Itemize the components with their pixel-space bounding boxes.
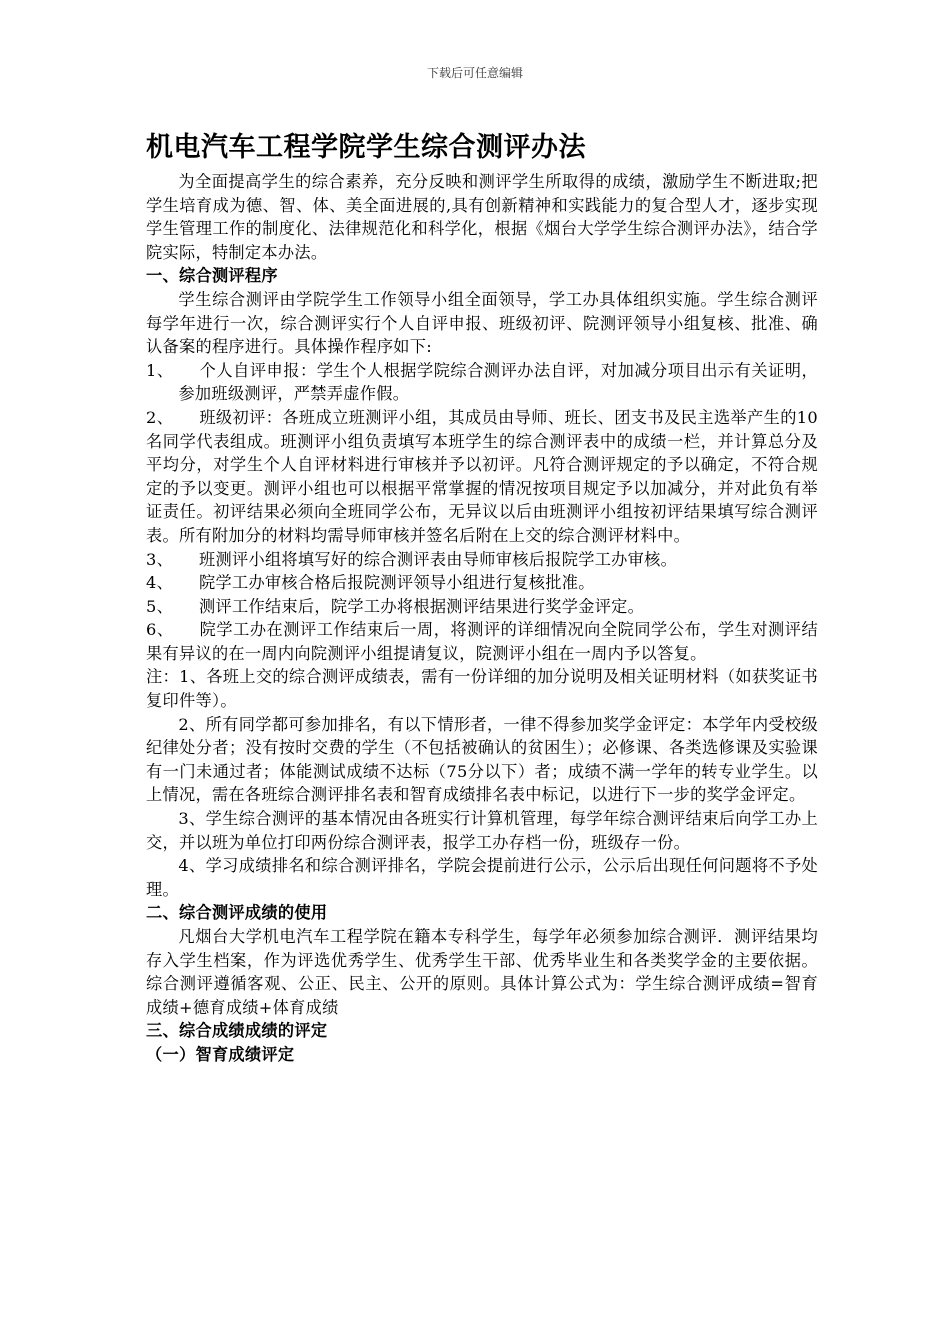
item-number: 5、 bbox=[146, 596, 174, 616]
procedure-item-1 bbox=[146, 359, 818, 406]
item-number: 3、 bbox=[146, 549, 174, 569]
document-body bbox=[146, 128, 818, 1067]
procedure-item-3 bbox=[146, 548, 818, 572]
item-number: 4、 bbox=[146, 573, 174, 593]
note-2: 2、所有同学都可参加排名，有以下情形者，一律不得参加奖学金评定：本学年内受校级纪律处分者；没有按时交费的学生（不包括被确认的贫困生）；必修课、各类选修课及实验课有一门未通过者；体能测试成绩不达标（75分以下）者；成绩不满一学年的转专业学生。以上情况，需在各班综合测评排名表和智育成绩排名表中标记，以进行下一步的奖学金评定。 bbox=[146, 714, 818, 805]
subsection-heading-1: （一）智育成绩评定 bbox=[146, 1044, 295, 1064]
header-note: 下载后可任意编辑 bbox=[426, 66, 523, 80]
section-heading-2: 二、综合测评成绩的使用 bbox=[146, 903, 328, 923]
item-text: 个人自评申报：学生个人根据学院综合测评办法自评，对加减分项目出示有关证明，参加班级测评，严禁弄虚作假。 bbox=[178, 360, 818, 404]
note-1: 注：1、各班上交的综合测评成绩表，需有一份详细的加分说明及相关证明材料（如获奖证书复印件等）。 bbox=[146, 667, 818, 711]
procedure-item-2 bbox=[146, 406, 818, 548]
procedure-item-4 bbox=[146, 571, 818, 595]
item-text: 班级初评：各班成立班测评小组，其成员由导师、班长、团支书及民主选举产生的10名同学代表组成。班测评小组负责填写本班学生的综合测评表中的成绩一栏，并计算总分及平均分，对学生个人自评材料进行审核并予以初评。凡符合测评规定的予以确定，不符合规定的予以变更。测评小组也可以根据平常掌握的情况按项目规定予以加减分，并对此负有举证责任。初评结果必须向全班同学公布，无异议以后由班测评小组按初评结果填写综合测评表。所有附加分的材料均需导师审核并签名后附在上交的综合测评材料中。 bbox=[146, 407, 818, 545]
procedure-item-6 bbox=[146, 618, 818, 665]
procedure-item-5 bbox=[146, 595, 818, 619]
item-text: 院学工办审核合格后报院测评领导小组进行复核批准。 bbox=[199, 573, 595, 593]
item-text: 测评工作结束后，院学工办将根据测评结果进行奖学金评定。 bbox=[199, 596, 645, 616]
item-text: 班测评小组将填写好的综合测评表由导师审核后报院学工办审核。 bbox=[199, 549, 678, 569]
item-number: 1、 bbox=[146, 360, 174, 380]
section-heading-3: 三、综合成绩成绩的评定 bbox=[146, 1021, 328, 1041]
note-3: 3、学生综合测评的基本情况由各班实行计算机管理，每学年综合测评结束后向学工办上交，并以班为单位打印两份综合测评表，报学工办存档一份，班级存一份。 bbox=[146, 809, 818, 852]
item-number: 6、 bbox=[146, 620, 174, 640]
item-text: 院学工办在测评工作结束后一周，将测评的详细情况向全院同学公布，学生对测评结果有异议的在一周内向院测评小组提请复议，院测评小组在一周内予以答复。 bbox=[146, 620, 818, 663]
intro-paragraph: 为全面提高学生的综合素养，充分反映和测评学生所取得的成绩，激励学生不断进取;把学生培育成为德、智、体、美全面进展的,具有创新精神和实践能力的复合型人才，逐步实现学生管理工作的制度化、法律规范化和科学化，根据《烟台大学学生综合测评办法》，结合学院实际，特制定本办法。 bbox=[146, 172, 818, 262]
page-title: 机电汽车工程学院学生综合测评办法 bbox=[146, 132, 586, 163]
section2-paragraph: 凡烟台大学机电汽车工程学院在籍本专科学生，每学年必须参加综合测评．测评结果均存入学生档案，作为评选优秀学生、优秀学生干部、优秀毕业生和各类奖学金的主要依据。综合测评遵循客观、公正、民主、公开的原则。具体计算公式为：学生综合测评成绩=智育成绩+德育成绩+体育成绩 bbox=[146, 927, 818, 1017]
item-number: 2、 bbox=[146, 407, 174, 427]
section1-paragraph: 学生综合测评由学院学生工作领导小组全面领导，学工办具体组织实施。学生综合测评每学年进行一次，综合测评实行个人自评申报、班级初评、院测评领导小组复核、批准、确认备案的程序进行。具体操作程序如下: bbox=[146, 289, 818, 357]
note-4: 4、学习成绩排名和综合测评排名，学院会提前进行公示，公示后出现任何问题将不予处理。 bbox=[146, 856, 818, 899]
section-heading-1: 一、综合测评程序 bbox=[146, 266, 278, 286]
